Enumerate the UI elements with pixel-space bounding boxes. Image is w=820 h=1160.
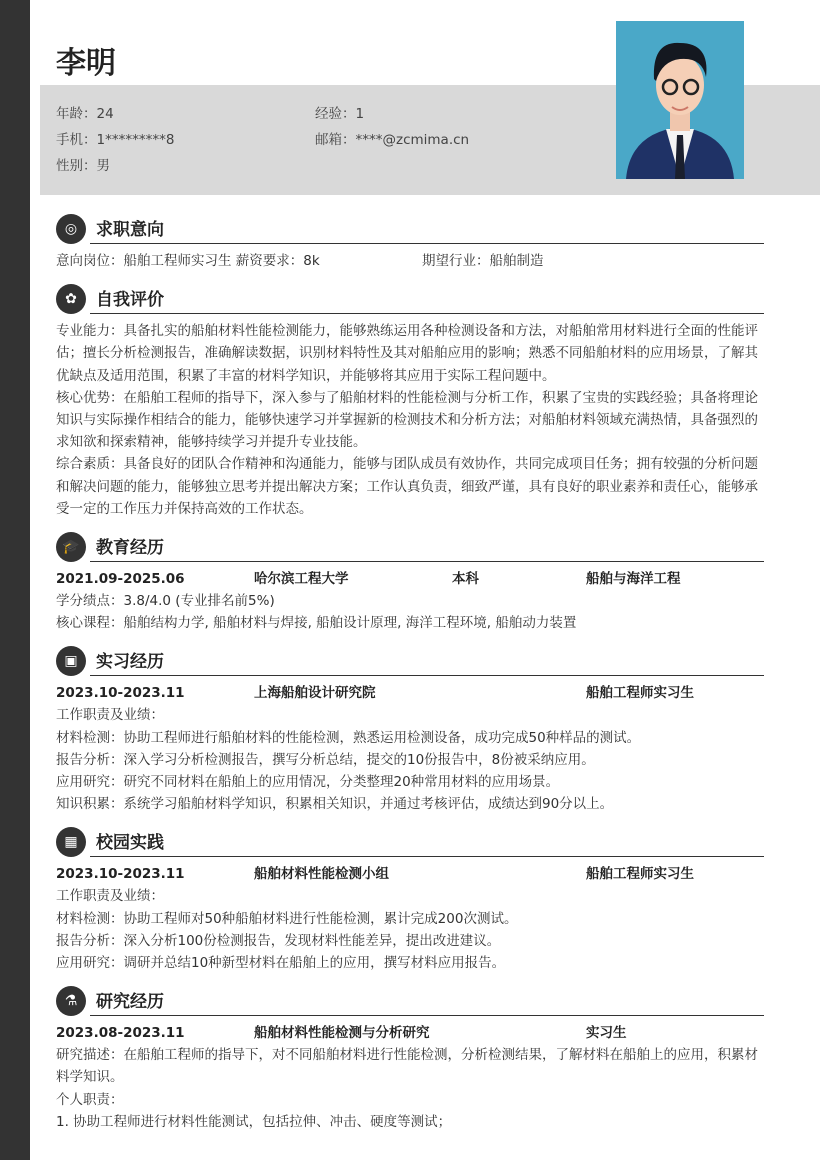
experience: 经验：1	[315, 106, 365, 122]
flask-icon: ⚗	[56, 986, 86, 1016]
intern-line: 报告分析：深入学习分析检测报告，撰写分析总结，提交的10份报告中，8份被采纳应用。	[56, 751, 595, 768]
intern-role: 船舶工程师实习生	[586, 685, 694, 702]
section-title: 教育经历	[90, 536, 764, 562]
section-title: 研究经历	[90, 990, 764, 1016]
section-research	[56, 984, 764, 1133]
gender: 性别：男	[56, 158, 110, 174]
flower-icon: ✿	[56, 284, 86, 314]
briefcase-icon: ▣	[56, 646, 86, 676]
section-education	[56, 530, 764, 634]
section-internship	[56, 644, 764, 815]
section-title: 校园实践	[90, 831, 764, 857]
campus-org: 船舶材料性能检测小组	[254, 866, 389, 883]
edu-major: 船舶与海洋工程	[586, 571, 681, 588]
email: 邮箱：****@zcmima.cn	[315, 132, 470, 148]
edu-line: 核心课程：船舶结构力学, 船舶材料与焊接, 船舶设计原理, 海洋工程环境, 船舶动力装置	[56, 615, 577, 632]
candidate-name: 李明	[56, 46, 116, 81]
edu-date: 2021.09-2025.06	[56, 571, 185, 588]
research-date: 2023.08-2023.11	[56, 1025, 185, 1042]
section-campus	[56, 825, 764, 974]
campus-role: 船舶工程师实习生	[586, 866, 694, 883]
intern-date: 2023.10-2023.11	[56, 685, 185, 702]
section-title: 自我评价	[90, 288, 764, 314]
sidebar-strip	[0, 0, 30, 1160]
building-icon: ▦	[56, 827, 86, 857]
intern-org: 上海船舶设计研究院	[254, 685, 376, 702]
target-icon: ◎	[56, 214, 86, 244]
intern-line: 知识积累：系统学习船舶材料学知识，积累相关知识，并通过考核评估，成绩达到90分以上。	[56, 796, 614, 813]
section-intent	[56, 212, 764, 272]
section-title: 求职意向	[90, 218, 764, 244]
intern-line: 材料检测：协助工程师进行船舶材料的性能检测，熟悉运用检测设备，成功完成50种样品的测试。	[56, 729, 641, 746]
intent-position: 意向岗位：船舶工程师实习生 薪资要求：8k	[56, 253, 320, 269]
campus-date: 2023.10-2023.11	[56, 866, 185, 883]
campus-line: 应用研究：调研并总结10种新型材料在船舶上的应用，撰写材料应用报告。	[56, 955, 506, 972]
self-para: 核心优势：在船舶工程师的指导下，深入参与了船舶材料的性能检测与分析工作，积累了宝贵的实践经验；具备将理论知识与实际操作相结合的能力，能够快速学习并掌握新的检测技术和分析方法；对船舶材料领域充满热情，具备强烈的求知欲和探索精神，能够持续学习并提升专业技能。	[56, 389, 758, 451]
research-line: 1. 协助工程师进行材料性能测试，包括拉伸、冲击、硬度等测试；	[56, 1113, 452, 1130]
self-para: 专业能力：具备扎实的船舶材料性能检测能力，能够熟练运用各种检测设备和方法，对船舶常用材料进行全面的性能评估；擅长分析检测报告，准确解读数据，识别材料特性及其对船舶应用的影响；熟悉不同船舶材料的应用场景，了解其优缺点及适用范围，积累了丰富的材料学知识，并能够将其应用于实际工程问题中。	[56, 323, 758, 384]
intern-line: 工作职责及业绩：	[56, 707, 164, 724]
profile-photo	[616, 21, 744, 179]
research-line: 研究描述：在船舶工程师的指导下，对不同船舶材料进行性能检测，分析检测结果，了解材料在船舶上的应用，积累材料学知识。	[56, 1047, 758, 1086]
edu-school: 哈尔滨工程大学	[254, 571, 349, 588]
campus-line: 材料检测：协助工程师对50种船舶材料进行性能检测，累计完成200次测试。	[56, 910, 518, 927]
age: 年龄：24	[56, 106, 114, 122]
edu-line: 学分绩点：3.8/4.0 (专业排名前5%)	[56, 593, 275, 610]
campus-line: 报告分析：深入分析100份检测报告，发现材料性能差异，提出改进建议。	[56, 932, 501, 949]
intent-industry: 期望行业：船舶制造	[422, 253, 544, 269]
phone: 手机：1*********8	[56, 132, 175, 148]
research-org: 船舶材料性能检测与分析研究	[254, 1025, 430, 1042]
research-role: 实习生	[586, 1025, 627, 1042]
graduation-cap-icon: 🎓	[56, 532, 86, 562]
intern-line: 应用研究：研究不同材料在船舶上的应用情况，分类整理20种常用材料的应用场景。	[56, 774, 560, 791]
section-self	[56, 282, 764, 520]
campus-line: 工作职责及业绩：	[56, 888, 164, 905]
edu-degree: 本科	[452, 571, 479, 588]
self-para: 综合素质：具备良好的团队合作精神和沟通能力，能够与团队成员有效协作，共同完成项目任务；拥有较强的分析问题和解决问题的能力，能够独立思考并提出解决方案；工作认真负责，细致严谨，具有良好的职业素养和责任心，能够承受一定的工作压力并保持高效的工作状态。	[56, 456, 758, 517]
section-title: 实习经历	[90, 650, 764, 676]
research-line: 个人职责：	[56, 1091, 124, 1108]
